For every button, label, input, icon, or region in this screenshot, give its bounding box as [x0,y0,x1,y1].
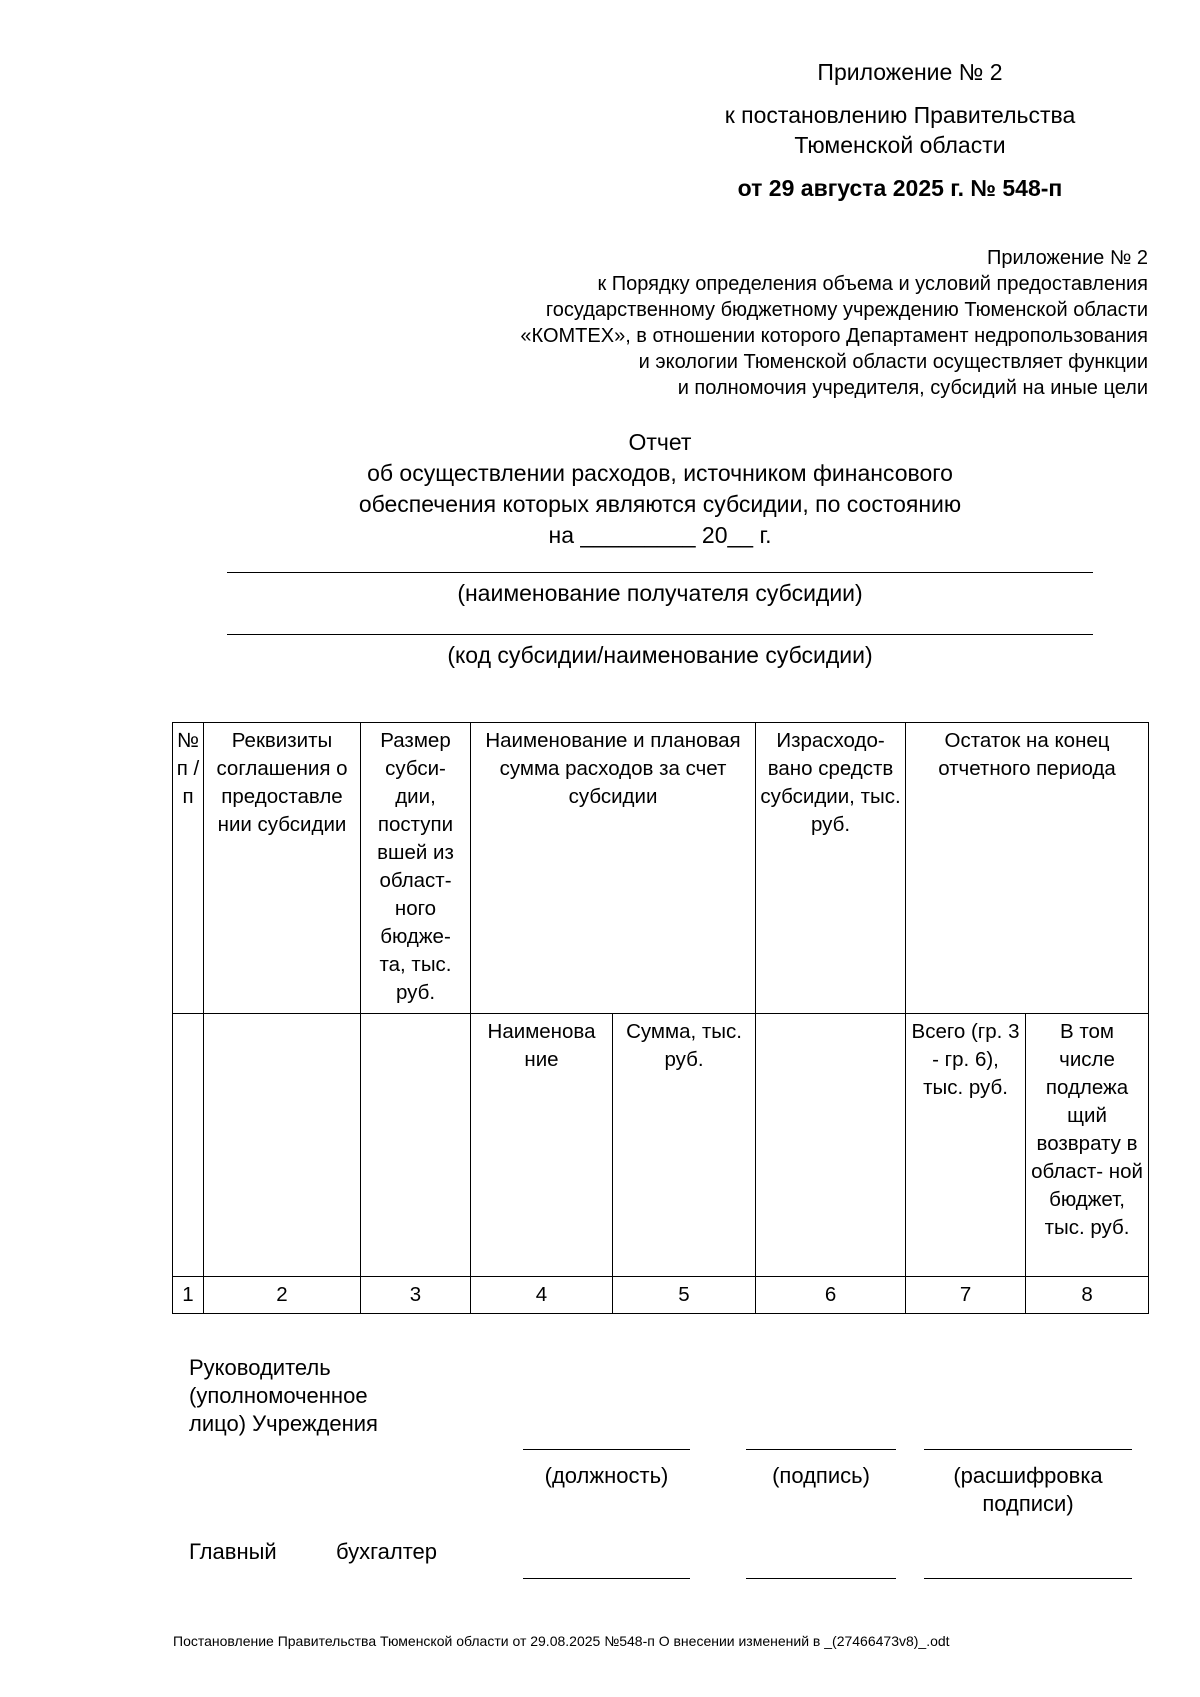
subheader-cell-sum: Сумма, тыс. руб. [613,1014,756,1277]
signature-caption: (подпись) [772,1463,870,1488]
header-cell-balance: Остаток на конец отчетного периода [906,723,1149,1014]
column-number: 8 [1026,1277,1149,1314]
table-column-numbers-row [173,1277,1149,1314]
header-cell-number: № п / п [173,723,204,1014]
table-header-row [173,723,1149,1014]
resolution-line-1: к постановлению Правительства [724,102,1076,128]
head-label: Руководитель (уполномоченное лицо) Учреждения [189,1355,378,1436]
column-number: 2 [204,1277,361,1314]
table-cell [361,1014,471,1277]
footer-filename: Постановление Правительства Тюменской области от 29.08.2025 №548-п О внесении изменений в _(27466473v8)_.odt [173,1633,950,1649]
signature-line [746,1449,896,1450]
header-cell-expense-name-sum: Наименование и плановая сумма расходов за счет субсидии [471,723,756,1014]
column-number: 5 [613,1277,756,1314]
procedure-block [380,245,1148,401]
accountant-decode-line [924,1578,1132,1579]
header-cell-subsidy-size: Размер субси- дии, поступи вшей из област- ного бюдже- та, тыс. руб. [361,723,471,1014]
report-title [200,427,1120,551]
procedure-line: к Порядку определения объема и условий предоставления [597,273,1148,295]
table-cell [173,1014,204,1277]
subheader-cell-name: Наименова ние [471,1014,613,1277]
procedure-line: и полномочия учредителя, субсидий на иные цели [677,377,1148,399]
recipient-line [227,572,1093,573]
header-cell-spent: Израсходо- вано средств субсидии, тыс. руб. [756,723,906,1014]
column-number: 4 [471,1277,613,1314]
subsidy-caption: (код субсидии/наименование субсидии) [447,642,873,668]
header-cell-agreement: Реквизиты соглашения о предоставле нии субсидии [204,723,361,1014]
position-caption: (должность) [544,1463,669,1488]
table-cell [756,1014,906,1277]
report-title-line-4: на _________ 20__ г. [548,522,772,548]
procedure-line: «КОМТЕХ», в отношении которого Департамент недропользования [520,325,1148,347]
report-title-line-1: Отчет [628,429,692,455]
accountant-position-line [523,1578,690,1579]
report-title-line-2: об осуществлении расходов, источником финансового [367,460,953,486]
subheader-cell-return: В том числе подлежа щий возврату в област- ной бюджет, тыс. руб. [1026,1014,1149,1277]
column-number: 7 [906,1277,1026,1314]
resolution-line-2: Тюменской области [794,132,1006,158]
column-number: 3 [361,1277,471,1314]
column-number: 6 [756,1277,906,1314]
decode-line [924,1449,1132,1450]
accountant-signature-line [746,1578,896,1579]
appendix-label: Приложение № 2 [817,59,1003,85]
decode-caption: (расшифровка подписи) [953,1463,1103,1516]
position-line [523,1449,690,1450]
table-cell [204,1014,361,1277]
resolution-date: от 29 августа 2025 г. № 548-п [737,175,1063,201]
procedure-line: и экологии Тюменской области осуществляет функции [638,351,1148,373]
column-number: 1 [173,1277,204,1314]
table-subheader-row [173,1014,1149,1277]
procedure-line: государственному бюджетному учреждению Тюменской области [545,299,1148,321]
subheader-cell-total: Всего (гр. 3 - гр. 6), тыс. руб. [906,1014,1026,1277]
accountant-label-word-1: Главный [189,1539,277,1564]
report-title-line-3: обеспечения которых являются субсидии, по состоянию [358,491,962,517]
procedure-line: Приложение № 2 [987,247,1148,269]
recipient-caption: (наименование получателя субсидии) [457,580,863,606]
accountant-label-word-2: бухгалтер [336,1539,438,1564]
subsidy-line [227,634,1093,635]
report-table [172,722,1149,1314]
